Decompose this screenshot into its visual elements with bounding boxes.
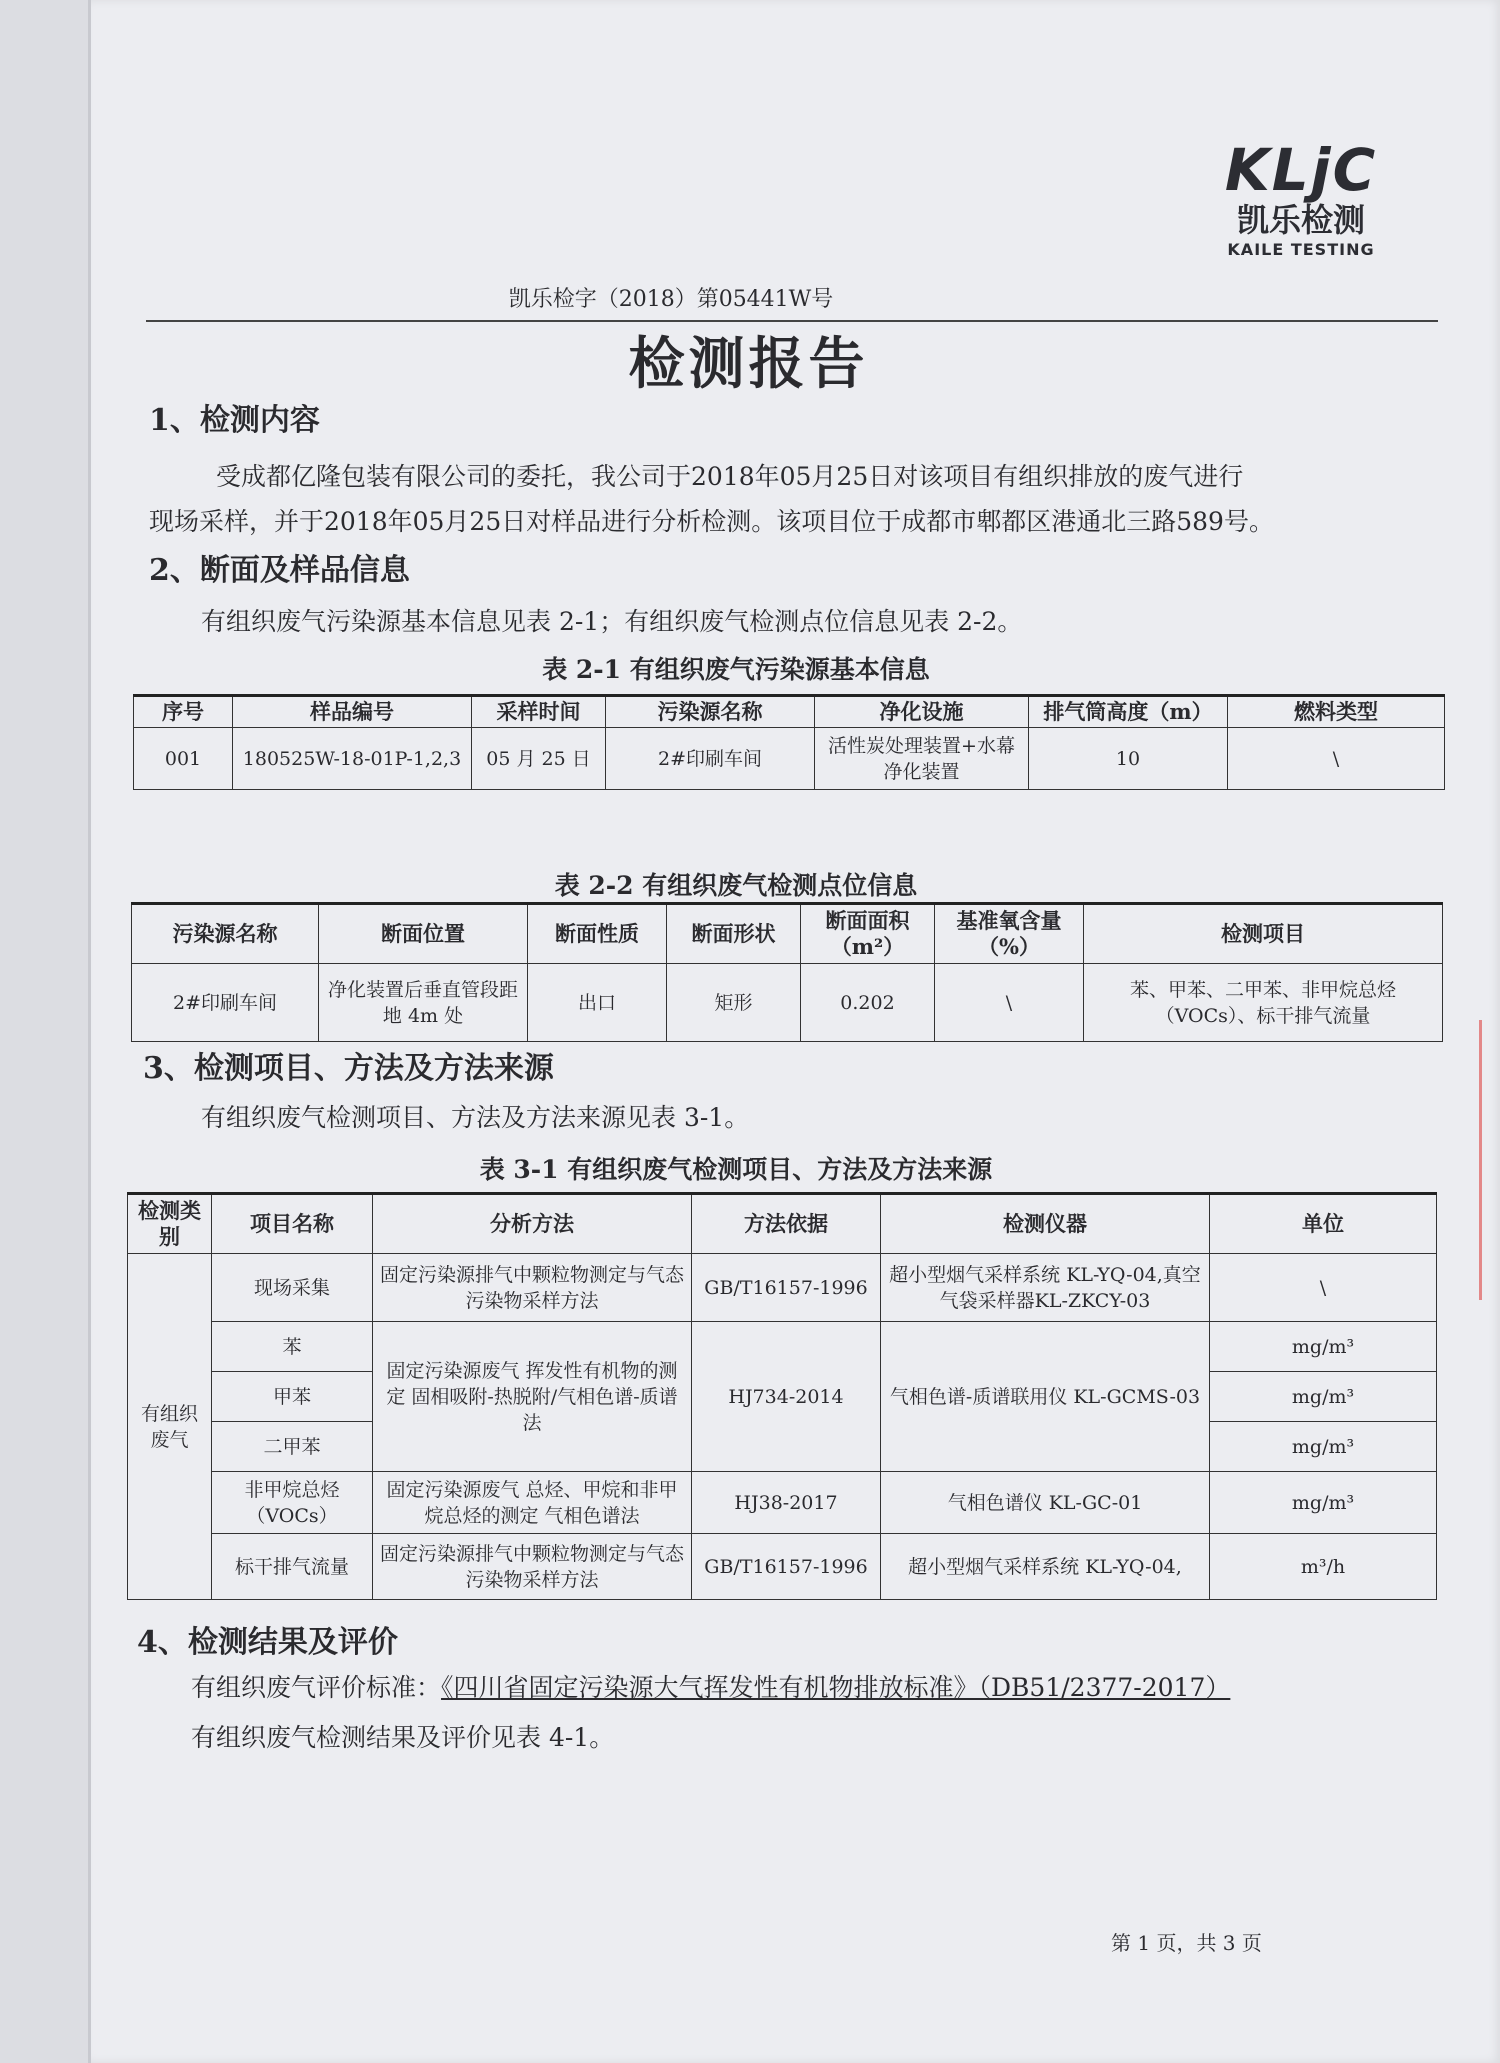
table-3-1 bbox=[127, 1192, 1437, 1600]
t21-header: 净化设施 bbox=[815, 696, 1029, 728]
t31-method: 固定污染源废气 总烃、甲烷和非甲烷总烃的测定 气相色谱法 bbox=[373, 1472, 692, 1534]
t22-header: 断面位置 bbox=[319, 904, 528, 964]
t31-basis: HJ38-2017 bbox=[692, 1472, 881, 1534]
t22-cell: 2#印刷车间 bbox=[132, 964, 319, 1042]
t22-header: 检测项目 bbox=[1084, 904, 1443, 964]
section-3-text: 有组织废气检测项目、方法及方法来源见表 3-1。 bbox=[201, 1103, 750, 1132]
t31-header: 方法依据 bbox=[692, 1194, 881, 1254]
section-1-text-line2: 现场采样，并于2018年05月25日对样品进行分析检测。该项目位于成都市郫都区港通北三路589号。 bbox=[149, 507, 1274, 536]
page-title: 检测报告 bbox=[628, 331, 869, 397]
t31-basis: HJ734-2014 bbox=[692, 1322, 881, 1472]
t21-cell: 180525W-18-01P-1,2,3 bbox=[233, 728, 472, 790]
t31-header: 项目名称 bbox=[212, 1194, 373, 1254]
t22-header: 基准氧含量（%） bbox=[935, 904, 1084, 964]
section-2-text: 有组织废气污染源基本信息见表 2-1；有组织废气检测点位信息见表 2-2。 bbox=[201, 607, 1023, 636]
t31-item: 苯 bbox=[212, 1322, 373, 1372]
t21-cell: 05 月 25 日 bbox=[472, 728, 606, 790]
t22-header: 污染源名称 bbox=[132, 904, 319, 964]
t31-basis: GB/T16157-1996 bbox=[692, 1534, 881, 1600]
document-page bbox=[88, 0, 1500, 2063]
standard-value: 《四川省固定污染源大气挥发性有机物排放标准》（DB51/2377-2017） bbox=[441, 1673, 1231, 1702]
logo-en: KAILE TESTING bbox=[1227, 240, 1375, 259]
t31-header: 分析方法 bbox=[373, 1194, 692, 1254]
t31-item: 甲苯 bbox=[212, 1372, 373, 1422]
section-4-text: 有组织废气检测结果及评价见表 4-1。 bbox=[191, 1723, 615, 1752]
table-2-1 bbox=[133, 694, 1445, 790]
t22-cell: 苯、甲苯、二甲苯、非甲烷总烃（VOCs）、标干排气流量 bbox=[1084, 964, 1443, 1042]
t31-unit: \ bbox=[1210, 1254, 1437, 1322]
t31-header: 单位 bbox=[1210, 1194, 1437, 1254]
page-footer: 第 1 页，共 3 页 bbox=[1111, 1931, 1262, 1955]
t31-instrument: 气相色谱仪 KL-GC-01 bbox=[881, 1472, 1210, 1534]
t21-cell: 10 bbox=[1029, 728, 1228, 790]
t21-cell: 2#印刷车间 bbox=[606, 728, 815, 790]
t31-instrument: 超小型烟气采样系统 KL-YQ-04,真空气袋采样器KL-ZKCY-03 bbox=[881, 1254, 1210, 1322]
table-2-2-caption: 表 2-2 有组织废气检测点位信息 bbox=[554, 871, 918, 900]
document-number: 凯乐检字（2018）第05441W号 bbox=[508, 287, 834, 312]
section-1-text-line1: 受成都亿隆包装有限公司的委托，我公司于2018年05月25日对该项目有组织排放的废气进行 bbox=[216, 462, 1244, 491]
t31-unit: m³/h bbox=[1210, 1534, 1437, 1600]
section-2-heading: 2、断面及样品信息 bbox=[149, 553, 410, 588]
section-4-standard bbox=[191, 1666, 1230, 1710]
t21-cell: 001 bbox=[134, 728, 233, 790]
t31-item: 标干排气流量 bbox=[212, 1534, 373, 1600]
t31-item: 现场采集 bbox=[212, 1254, 373, 1322]
table-2-2 bbox=[131, 902, 1443, 1042]
t21-header: 排气筒高度（m） bbox=[1029, 696, 1228, 728]
seal-stamp-edge bbox=[1479, 1020, 1500, 1300]
t31-unit: mg/m³ bbox=[1210, 1472, 1437, 1534]
t22-header: 断面形状 bbox=[667, 904, 801, 964]
standard-label: 有组织废气评价标准： bbox=[191, 1673, 442, 1702]
logo-cn: 凯乐检测 bbox=[1236, 201, 1365, 239]
t21-header: 燃料类型 bbox=[1228, 696, 1445, 728]
t31-instrument: 气相色谱-质谱联用仪 KL-GCMS-03 bbox=[881, 1322, 1210, 1472]
t22-header: 断面性质 bbox=[528, 904, 667, 964]
t21-header: 样品编号 bbox=[233, 696, 472, 728]
t31-instrument: 超小型烟气采样系统 KL-YQ-04, bbox=[881, 1534, 1210, 1600]
t31-item: 非甲烷总烃（VOCs） bbox=[212, 1472, 373, 1534]
t31-item: 二甲苯 bbox=[212, 1422, 373, 1472]
t21-header: 采样时间 bbox=[472, 696, 606, 728]
t22-cell: \ bbox=[935, 964, 1084, 1042]
t31-method: 固定污染源废气 挥发性有机物的测定 固相吸附-热脱附/气相色谱-质谱法 bbox=[373, 1322, 692, 1472]
t31-header: 检测类别 bbox=[128, 1194, 212, 1254]
table-2-1-caption: 表 2-1 有组织废气污染源基本信息 bbox=[542, 655, 930, 684]
logo-mark: KLjC bbox=[1224, 136, 1378, 204]
table-3-1-caption: 表 3-1 有组织废气检测项目、方法及方法来源 bbox=[479, 1155, 993, 1184]
t31-unit: mg/m³ bbox=[1210, 1322, 1437, 1372]
t22-cell: 0.202 bbox=[801, 964, 935, 1042]
t22-cell: 净化装置后垂直管段距地 4m 处 bbox=[319, 964, 528, 1042]
t22-header: 断面面积（m²） bbox=[801, 904, 935, 964]
t21-cell: \ bbox=[1228, 728, 1445, 790]
t22-cell: 出口 bbox=[528, 964, 667, 1042]
t31-unit: mg/m³ bbox=[1210, 1422, 1437, 1472]
t21-header: 序号 bbox=[134, 696, 233, 728]
t21-cell: 活性炭处理装置+水幕净化装置 bbox=[815, 728, 1029, 790]
t31-unit: mg/m³ bbox=[1210, 1372, 1437, 1422]
section-3-heading: 3、检测项目、方法及方法来源 bbox=[143, 1051, 554, 1086]
t31-method: 固定污染源排气中颗粒物测定与气态污染物采样方法 bbox=[373, 1534, 692, 1600]
t31-basis: GB/T16157-1996 bbox=[692, 1254, 881, 1322]
t31-method: 固定污染源排气中颗粒物测定与气态污染物采样方法 bbox=[373, 1254, 692, 1322]
section-1-heading: 1、检测内容 bbox=[149, 403, 320, 438]
t31-category: 有组织废气 bbox=[128, 1254, 212, 1600]
company-logo bbox=[1176, 136, 1426, 259]
section-4-heading: 4、检测结果及评价 bbox=[137, 1625, 398, 1660]
t22-cell: 矩形 bbox=[667, 964, 801, 1042]
t21-header: 污染源名称 bbox=[606, 696, 815, 728]
t31-header: 检测仪器 bbox=[881, 1194, 1210, 1254]
